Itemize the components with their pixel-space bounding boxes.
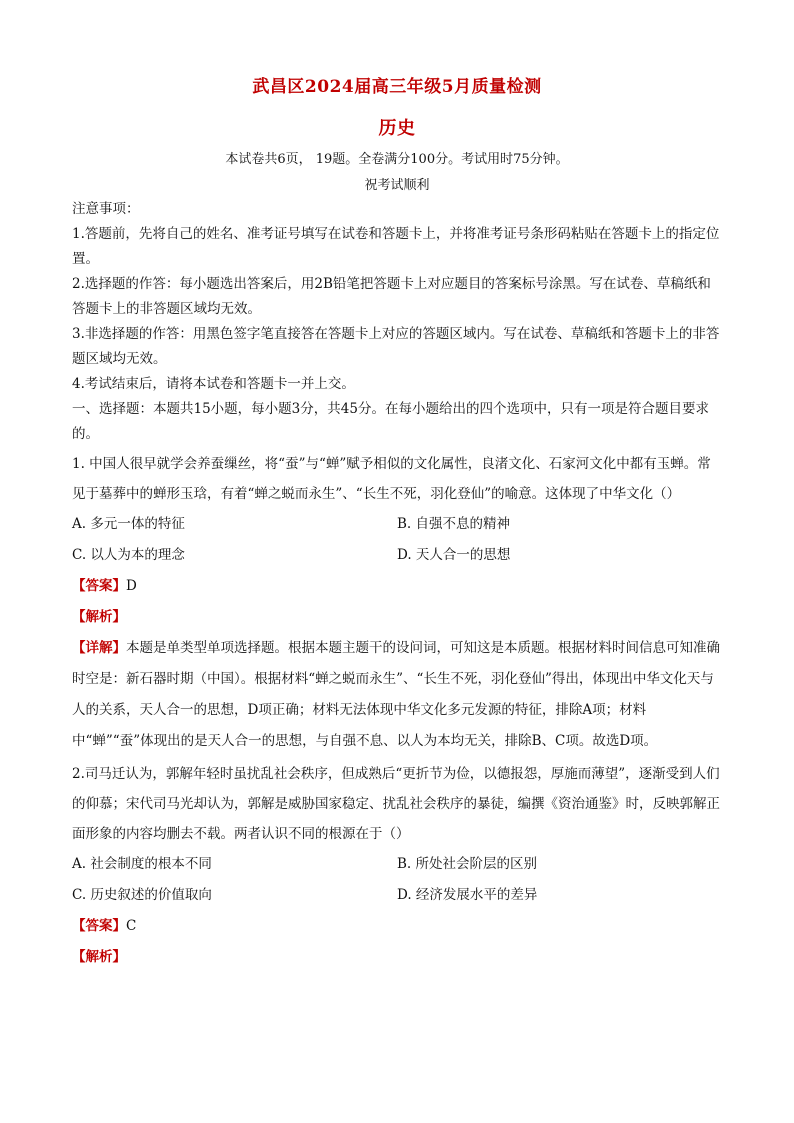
question-options bbox=[72, 509, 722, 571]
analysis-label: 【解析】 bbox=[72, 949, 126, 965]
analysis-label: 【解析】 bbox=[72, 609, 126, 625]
option-b: B. 自强不息的精神 bbox=[397, 516, 511, 532]
question-stem: 2.司马迁认为，郭解年轻时虽扰乱社会秩序，但成熟后“更折节为俭，以德报怨，厚施而薄望”，逐渐受到人们的仰慕；宋代司马光却认为，郭解是威胁国家稳定、扰乱社会秩序的暴徒，编撰《资治通鉴》时，反映郭解正面形象的内容均删去不载。两者认识不同的根源在于（） bbox=[72, 766, 720, 842]
detail-label: 【详解】 bbox=[72, 640, 126, 656]
detail-paragraph bbox=[72, 633, 722, 757]
answer-value: D bbox=[126, 578, 137, 594]
note-item: 2.选择题的作答：每小题选出答案后，用2B铅笔把答题卡上对应题目的答案标号涂黑。写在试卷、草稿纸和答题卡上的非答题区域均无效。 bbox=[72, 276, 711, 317]
option-a: A. 社会制度的根本不同 bbox=[72, 856, 212, 872]
note-item: 3.非选择题的作答：用黑色签字笔直接答在答题卡上对应的答题区域内。写在试卷、草稿纸和答题卡上的非答题区域均无效。 bbox=[72, 326, 720, 367]
exam-title: 武昌区2024届高三年级5月质量检测 bbox=[252, 77, 542, 97]
exam-intro: 本试卷共6页， 19题。全卷满分100分。考试用时75分钟。 bbox=[225, 152, 569, 167]
answer-label: 【答案】 bbox=[72, 578, 126, 594]
detail-text: 本题是单类型单项选择题。根据本题主题干的设问词，可知这是本质题。根据材料时间信息可知准确时空是：新石器时期（中国）。根据材料“蝉之蜕而永生”、“长生不死，羽化登仙”得出，体现出中华文化天与人的关系，天人合一的思想，D项正确；材料无法体现中华文化多元发源的特征，排除A项；材料中“蝉”“蚕”体现出的是天人合一的思想，与自强不息、以人为本均无关，排除B、C项。故选D项。 bbox=[72, 640, 720, 749]
note-item: 4.考试结束后，请将本试卷和答题卡一并上交。 bbox=[72, 376, 355, 392]
note-item: 1.答题前，先将自己的姓名、准考证号填写在试卷和答题卡上，并将准考证号条形码粘贴在答题卡上的指定位置。 bbox=[72, 226, 720, 267]
option-d: D. 经济发展水平的差异 bbox=[397, 887, 538, 903]
answer-label: 【答案】 bbox=[72, 918, 126, 934]
option-c: C. 以人为本的理念 bbox=[72, 547, 185, 563]
subject-title: 历史 bbox=[378, 118, 416, 139]
exam-wish: 祝考试顺利 bbox=[364, 178, 430, 193]
answer-value: C bbox=[126, 918, 137, 934]
answer-line bbox=[72, 571, 722, 602]
analysis-line bbox=[72, 602, 722, 633]
answer-line bbox=[72, 911, 722, 942]
question-stem: 1. 中国人很早就学会养蚕缫丝，将“蚕”与“蝉”赋予相似的文化属性，良渚文化、石家河文化中都有玉蝉。常见于墓葬中的蝉形玉琀，有着“蝉之蜕而永生”、“长生不死，羽化登仙”的喻意。这体现了中华文化（） bbox=[72, 456, 711, 502]
option-b: B. 所处社会阶层的区别 bbox=[397, 856, 538, 872]
option-d: D. 天人合一的思想 bbox=[397, 547, 511, 563]
option-a: A. 多元一体的特征 bbox=[72, 516, 185, 532]
notes-heading: 注意事项： bbox=[72, 201, 140, 217]
exam-content bbox=[72, 197, 722, 973]
question-options bbox=[72, 849, 722, 911]
analysis-line bbox=[72, 942, 722, 973]
option-c: C. 历史叙述的价值取向 bbox=[72, 887, 212, 903]
section-heading: 一、选择题：本题共15小题，每小题3分，共45分。在每小题给出的四个选项中，只有一项是符合题目要求的。 bbox=[72, 401, 709, 442]
